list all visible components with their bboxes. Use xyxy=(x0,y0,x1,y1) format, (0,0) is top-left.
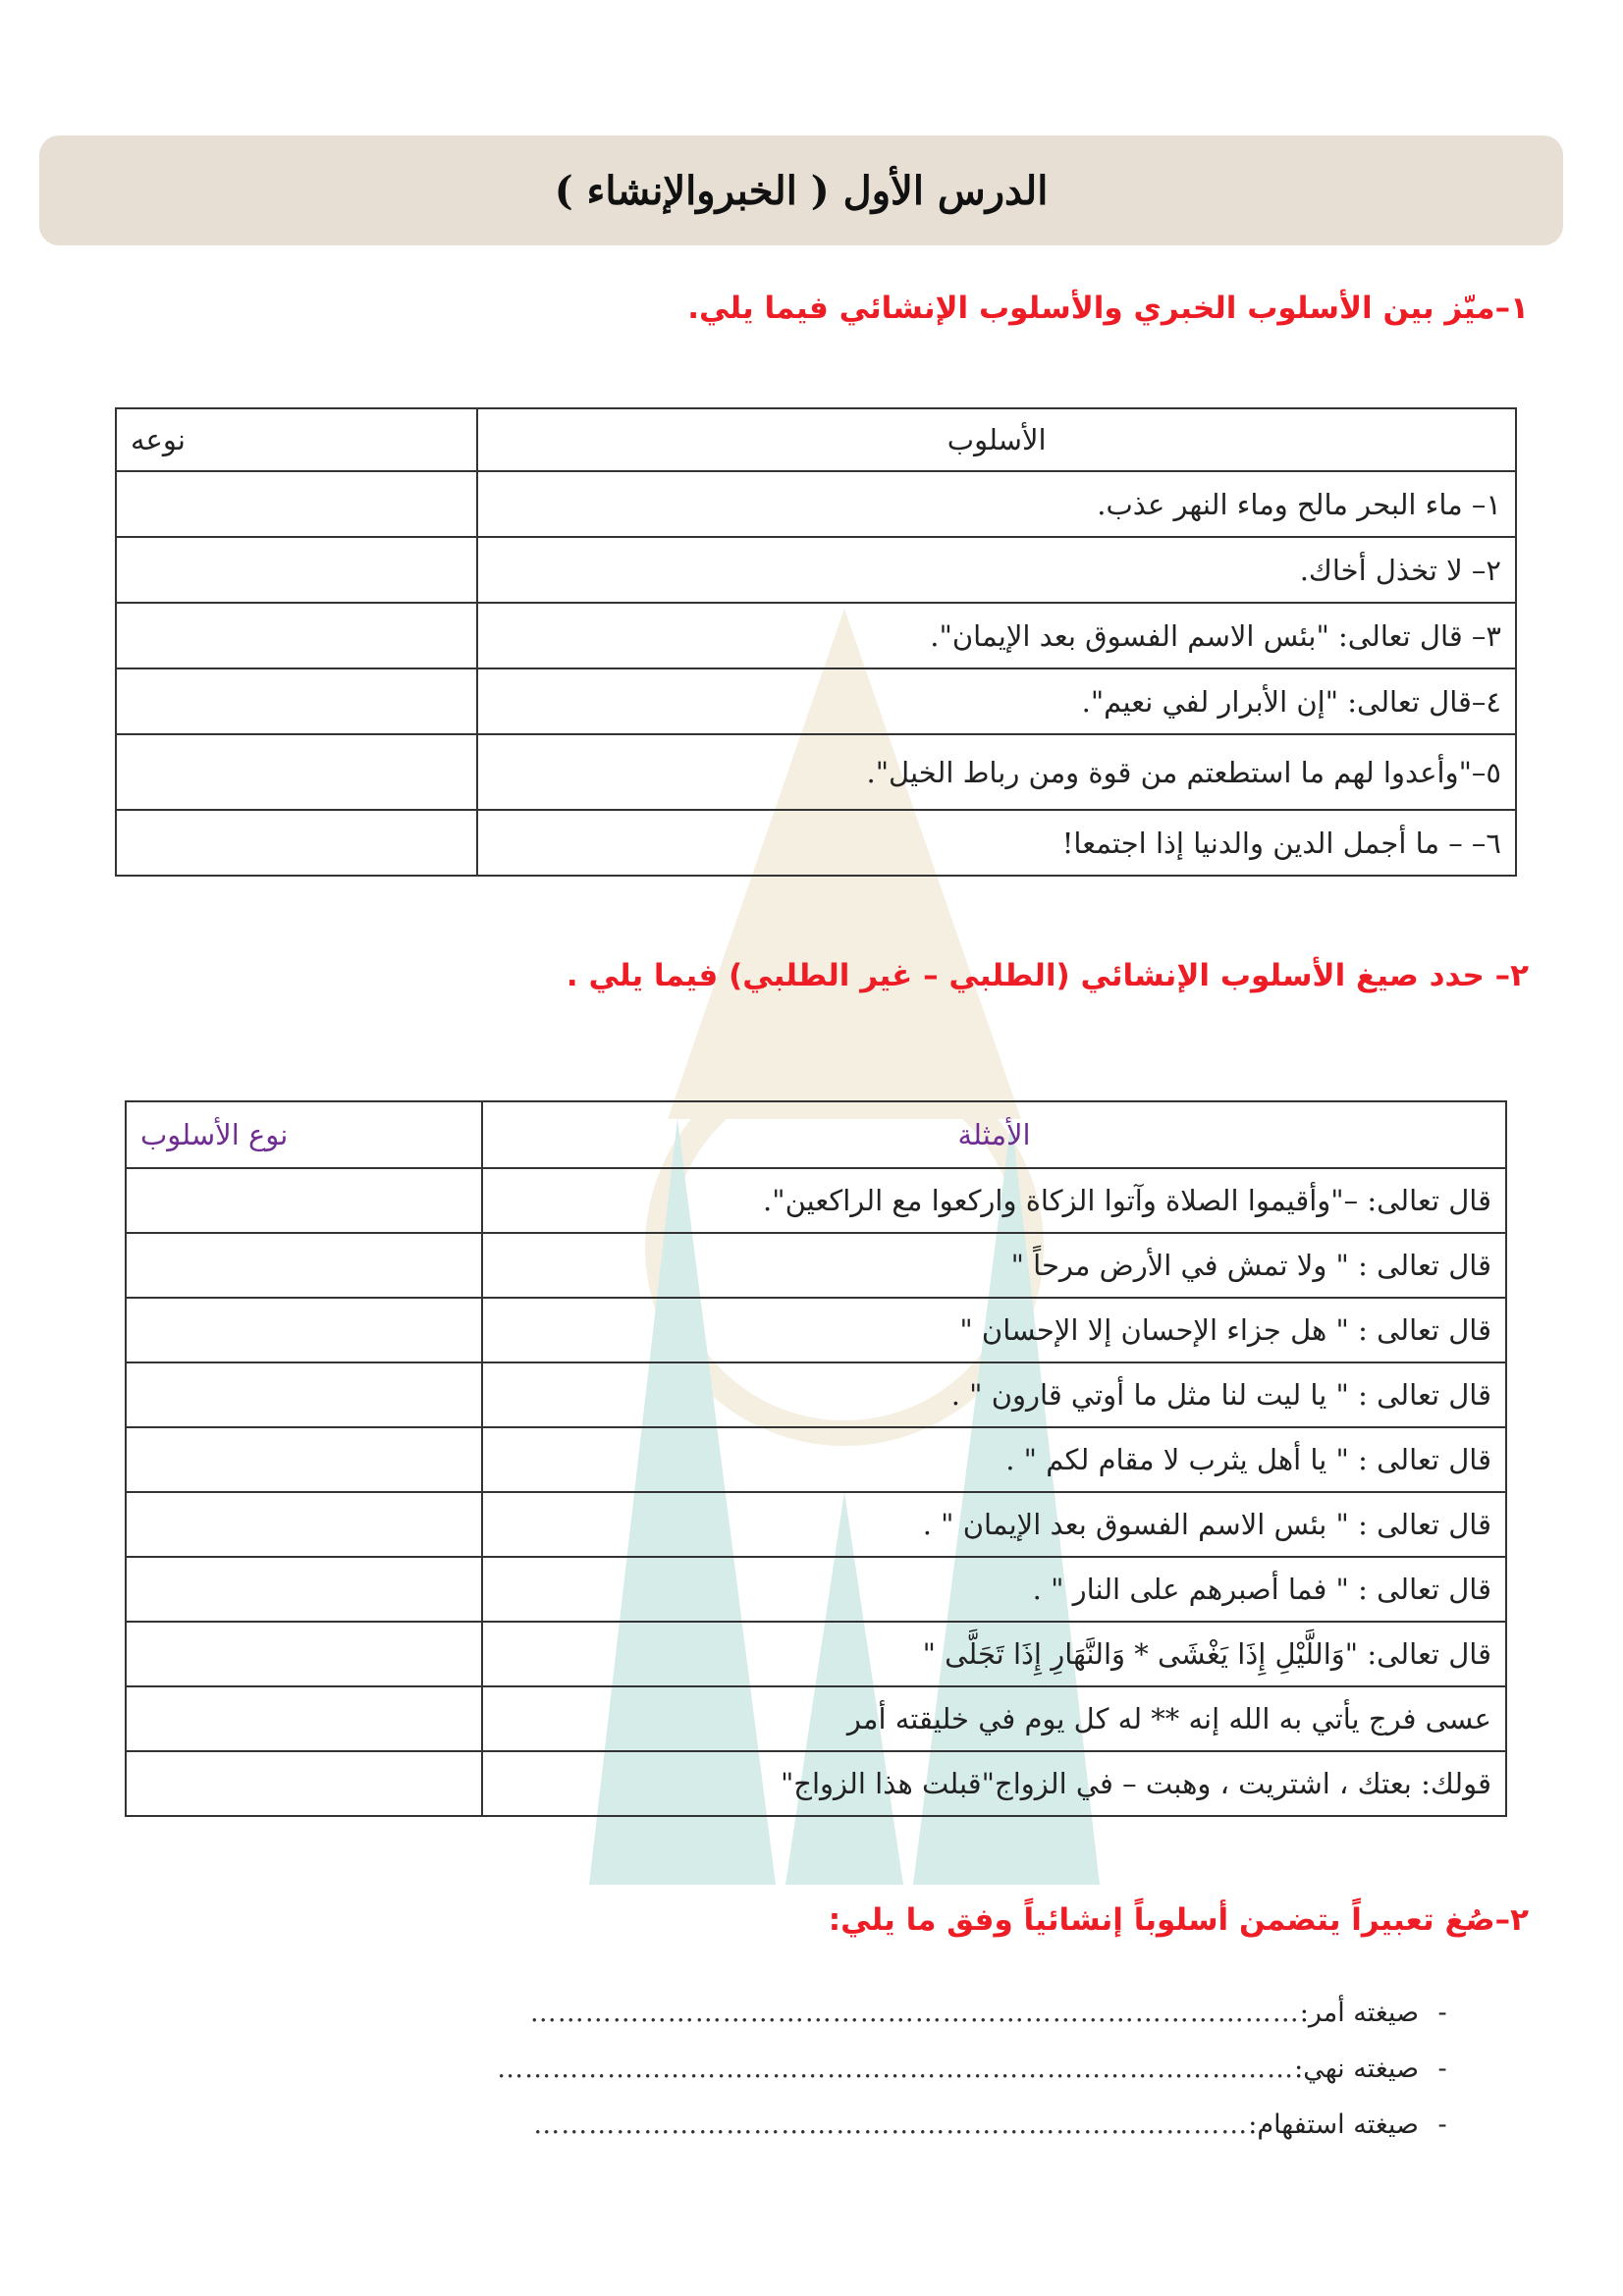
column-header-style: الأسلوب xyxy=(477,408,1516,471)
table-row-text: عسى فرج يأتي به الله إنه ** له كل يوم في خليقته أمر xyxy=(482,1686,1506,1751)
bullet-dash: - xyxy=(1437,2054,1447,2084)
answer-cell[interactable] xyxy=(126,1298,482,1362)
insha-forms-table xyxy=(125,1100,1507,1817)
answer-cell[interactable] xyxy=(116,734,477,810)
answer-cell[interactable] xyxy=(126,1492,482,1557)
column-header-style-type: نوع الأسلوب xyxy=(126,1101,482,1168)
answer-line[interactable]: …………………………………………………………………… xyxy=(533,2109,1249,2140)
table-row-text: قال تعالى: –"وأقيموا الصلاة وآتوا الزكاة واركعوا مع الراكعين". xyxy=(482,1168,1506,1233)
item-label: صيغته أمر: xyxy=(1299,1998,1419,2028)
list-item xyxy=(42,2041,1466,2097)
table-row-text: قال تعالى : " يا أهل يثرب لا مقام لكم " . xyxy=(482,1427,1506,1492)
fill-in-list xyxy=(42,1985,1466,2153)
answer-cell[interactable] xyxy=(126,1751,482,1816)
answer-cell[interactable] xyxy=(126,1233,482,1298)
page-title: الدرس الأول ( الخبروالإنشاء ) xyxy=(39,135,1563,245)
table-row-text: قال تعالى : " يا ليت لنا مثل ما أوتي قارون " . xyxy=(482,1362,1506,1427)
answer-cell[interactable] xyxy=(116,537,477,603)
list-item xyxy=(42,1985,1466,2041)
answer-cell[interactable] xyxy=(126,1427,482,1492)
column-header-type: نوعه xyxy=(116,408,477,471)
table-row-text: ٥–"وأعدوا لهم ما استطعتم من قوة ومن رباط الخيل". xyxy=(477,734,1516,810)
table-row-text: قال تعالى : " هل جزاء الإحسان إلا الإحسان " xyxy=(482,1298,1506,1362)
table-row-text: ٣– قال تعالى: "بئس الاسم الفسوق بعد الإيمان". xyxy=(477,603,1516,668)
table-row-text: ١– ماء البحر مالح وماء النهر عذب. xyxy=(477,471,1516,537)
item-label: صيغته نهي: xyxy=(1294,2054,1419,2084)
table-row-text: قال تعالى: "وَاللَّيْلِ إِذَا يَغْشَى * وَالنَّهَارِ إِذَا تَجَلَّى " xyxy=(482,1622,1506,1686)
question-3-heading: ٢–صُغ تعبيراً يتضمن أسلوباً إنشائياً وفق ما يلي: xyxy=(828,1902,1529,1938)
list-item xyxy=(42,2097,1466,2153)
answer-cell[interactable] xyxy=(116,810,477,876)
table-row-text: قال تعالى : " ولا تمش في الأرض مرحاً " xyxy=(482,1233,1506,1298)
item-label: صيغته استفهام: xyxy=(1248,2109,1419,2140)
table-row-text: ٢– لا تخذل أخاك. xyxy=(477,537,1516,603)
table-row-text: قال تعالى : " بئس الاسم الفسوق بعد الإيمان " . xyxy=(482,1492,1506,1557)
answer-cell[interactable] xyxy=(126,1557,482,1622)
column-header-examples: الأمثلة xyxy=(482,1101,1506,1168)
style-classification-table xyxy=(115,407,1517,877)
answer-cell[interactable] xyxy=(116,603,477,668)
bullet-dash: - xyxy=(1437,2109,1447,2140)
question-2-heading: ٢– حدد صيغ الأسلوب الإنشائي (الطلبي – غير الطلبي) فيما يلي . xyxy=(566,958,1529,993)
answer-line[interactable]: …………………………………………………………………………… xyxy=(497,2054,1295,2084)
answer-cell[interactable] xyxy=(116,471,477,537)
answer-line[interactable]: ………………………………………………………………………… xyxy=(529,1998,1300,2028)
table-row-text: ٦– – ما أجمل الدين والدنيا إذا اجتمعا! xyxy=(477,810,1516,876)
answer-cell[interactable] xyxy=(126,1168,482,1233)
answer-cell[interactable] xyxy=(126,1622,482,1686)
answer-cell[interactable] xyxy=(126,1362,482,1427)
question-1-heading: ١–ميّز بين الأسلوب الخبري والأسلوب الإنشائي فيما يلي. xyxy=(687,291,1529,326)
answer-cell[interactable] xyxy=(126,1686,482,1751)
bullet-dash: - xyxy=(1437,1998,1447,2028)
table-row-text: قولك: بعتك ، اشتريت ، وهبت – في الزواج"قبلت هذا الزواج" xyxy=(482,1751,1506,1816)
table-row-text: قال تعالى : " فما أصبرهم على النار " . xyxy=(482,1557,1506,1622)
answer-cell[interactable] xyxy=(116,668,477,734)
table-row-text: ٤–قال تعالى: "إن الأبرار لفي نعيم". xyxy=(477,668,1516,734)
